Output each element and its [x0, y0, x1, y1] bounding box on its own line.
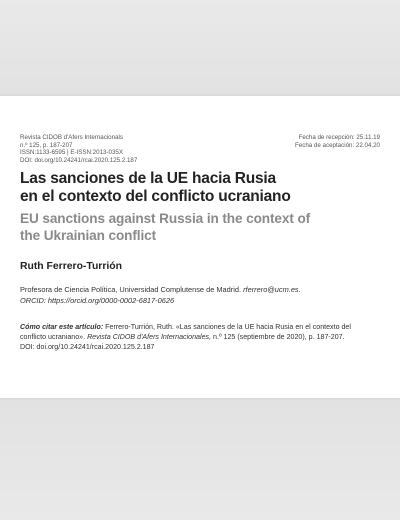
journal-issn: ISSN:1133-6595 | E-ISSN:2013-035X	[20, 149, 123, 157]
title-english	[20, 210, 385, 244]
journal-issue: n.º 125, p. 187-207	[20, 141, 73, 149]
background-bottom	[0, 398, 400, 520]
citation-label: Cómo citar este artículo:	[20, 323, 104, 331]
background-top	[0, 0, 400, 96]
title-english-line-2: the Ukrainian conflict	[20, 228, 157, 243]
journal-doi: DOI: doi.org/10.24241/rcai.2020.125.2.187	[20, 156, 138, 164]
article-header-page	[0, 96, 400, 398]
author-email[interactable]: rferrero@ucm.es.	[243, 285, 301, 294]
citation-block	[20, 322, 388, 353]
dates-info	[295, 134, 380, 149]
author-orcid[interactable]: ORCID: https://orcid.org/0000-0002-6817-0626	[20, 296, 175, 305]
author-name: Ruth Ferrero-Turrión	[20, 261, 122, 272]
author-affiliation	[20, 284, 385, 306]
title-spanish-line-1: Las sanciones de la UE hacia Rusia	[20, 170, 276, 187]
accepted-date: Fecha de aceptación: 22.04.20	[295, 141, 380, 149]
received-date: Fecha de recepción: 25.11.19	[298, 134, 380, 141]
citation-line-2-title: conflicto ucraniano».	[20, 333, 86, 342]
affiliation-position: Profesora de Ciencia Política, Universidad Complutense de Madrid.	[20, 285, 242, 294]
journal-name: Revista CIDOB d'Afers Internacionals	[20, 134, 123, 141]
title-english-line-1: EU sanctions against Russia in the context of	[20, 211, 311, 226]
title-spanish-line-2: en el contexto del conflicto ucraniano	[20, 188, 291, 205]
title-spanish	[20, 170, 385, 206]
journal-info	[20, 134, 137, 164]
citation-doi[interactable]: DOI: doi.org/10.24241/rcai.2020.125.2.187	[20, 343, 155, 352]
citation-journal: Revista CIDOB d'Afers Internacionales,	[87, 333, 212, 342]
citation-line-1: Ferrero-Turrión, Ruth. «Las sanciones de la UE hacia Rusia en el contexto del	[105, 323, 351, 331]
citation-line-2-rest: n.º 125 (septiembre de 2020), p. 187-207.	[213, 333, 345, 342]
